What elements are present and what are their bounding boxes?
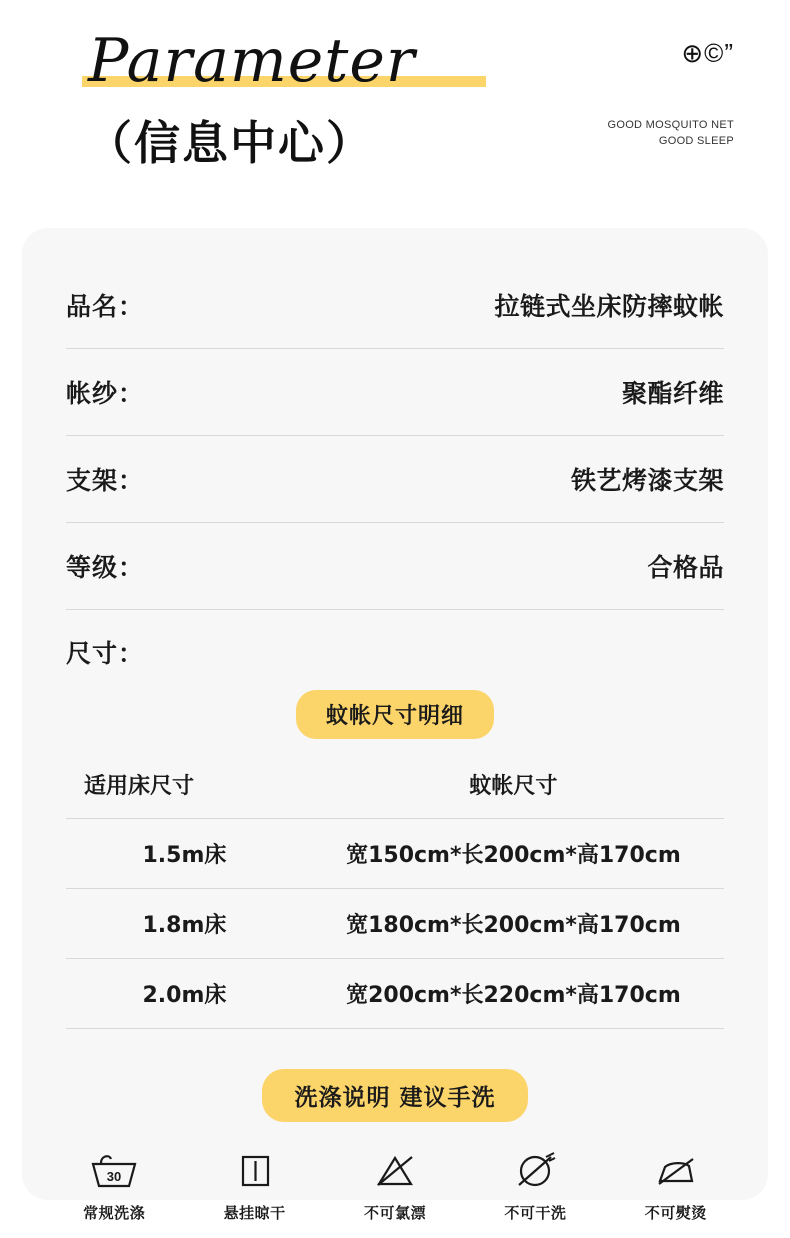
brand-tagline-line2: GOOD SLEEP bbox=[658, 134, 734, 147]
size-table-header-row bbox=[66, 757, 724, 819]
wash-label: 常规洗涤 bbox=[83, 1204, 146, 1222]
page-title-cn: （信息中心） bbox=[86, 116, 374, 170]
size-table-header-bed: 适用床尺寸 bbox=[66, 757, 303, 819]
wash-icon-row bbox=[66, 1148, 724, 1223]
spec-label: 支架： bbox=[66, 466, 145, 495]
wash-item-hang-dry bbox=[206, 1148, 302, 1223]
size-detail-pill: 蚊帐尺寸明细 bbox=[296, 690, 494, 739]
spec-label: 等级： bbox=[66, 553, 145, 582]
spec-row-fabric bbox=[66, 349, 724, 436]
size-table bbox=[66, 757, 724, 1029]
spec-value: 铁艺烤漆支架 bbox=[570, 466, 724, 495]
size-pill-wrap bbox=[66, 690, 724, 739]
no-dry-clean-icon bbox=[487, 1148, 583, 1194]
wash-label: 不可氯漂 bbox=[363, 1204, 426, 1222]
title-en-wrap bbox=[88, 26, 416, 96]
wash-tub-30-icon bbox=[66, 1148, 162, 1194]
wash-item-no-bleach bbox=[347, 1148, 443, 1223]
brand-tagline-line1: GOOD MOSQUITO NET bbox=[607, 119, 734, 131]
spec-row-size bbox=[66, 610, 724, 694]
brand-tagline bbox=[607, 118, 734, 150]
spec-row-frame bbox=[66, 436, 724, 523]
brand-mark bbox=[607, 40, 734, 150]
wash-item-no-iron bbox=[628, 1148, 724, 1223]
wash-pill-wrap bbox=[66, 1069, 724, 1122]
size-cell-net: 宽150cm*长200cm*高170cm bbox=[303, 819, 724, 889]
spec-row-product-name bbox=[66, 262, 724, 349]
spec-label: 帐纱： bbox=[66, 379, 145, 408]
no-iron-icon bbox=[628, 1148, 724, 1194]
page-title-en: Parameter bbox=[88, 26, 416, 96]
spec-row-grade bbox=[66, 523, 724, 610]
size-table-header-net: 蚊帐尺寸 bbox=[303, 757, 724, 819]
size-cell-net: 宽180cm*长200cm*高170cm bbox=[303, 889, 724, 959]
size-cell-net: 宽200cm*长220cm*高170cm bbox=[303, 959, 724, 1029]
wash-item-no-dry-clean bbox=[487, 1148, 583, 1223]
hang-dry-icon bbox=[206, 1148, 302, 1194]
page-header bbox=[0, 0, 790, 200]
spec-label-size: 尺寸： bbox=[66, 639, 145, 668]
size-cell-bed: 1.5m床 bbox=[66, 819, 303, 889]
spec-value: 合格品 bbox=[647, 553, 724, 582]
brand-logo-icon: ⊕©” bbox=[681, 38, 734, 68]
spec-label: 品名： bbox=[66, 292, 145, 321]
wash-label: 不可干洗 bbox=[504, 1204, 567, 1222]
spec-card bbox=[22, 228, 768, 1222]
wash-item-normal-wash bbox=[66, 1148, 162, 1223]
no-bleach-icon bbox=[347, 1148, 443, 1194]
table-row bbox=[66, 959, 724, 1029]
spec-value: 拉链式坐床防摔蚊帐 bbox=[494, 292, 724, 321]
table-row bbox=[66, 819, 724, 889]
wash-instructions-pill: 洗涤说明 建议手洗 bbox=[262, 1069, 527, 1122]
size-cell-bed: 2.0m床 bbox=[66, 959, 303, 1029]
spec-value: 聚酯纤维 bbox=[621, 379, 724, 408]
wash-label: 不可熨烫 bbox=[644, 1204, 707, 1222]
wash-label: 悬挂晾干 bbox=[223, 1204, 286, 1222]
table-row bbox=[66, 889, 724, 959]
size-cell-bed: 1.8m床 bbox=[66, 889, 303, 959]
svg-text:30: 30 bbox=[106, 1169, 122, 1184]
